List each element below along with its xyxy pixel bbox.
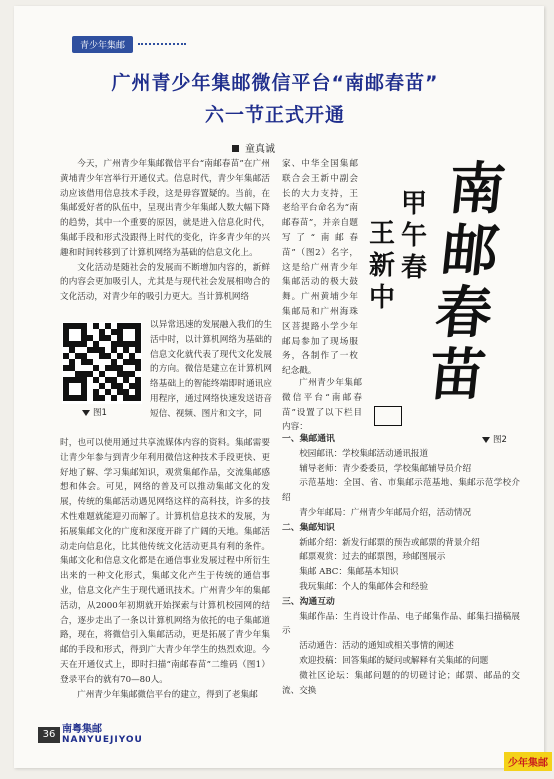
section-divider [138, 39, 186, 45]
section-1-item-4: 青少年邮局：广州青少年邮局介绍，活动情况 [299, 507, 472, 518]
paragraph-3: 广州青少年集邮微信平台的建立，得到了老集邮 [77, 689, 258, 700]
section-2-item-1: 新邮介绍：新发行邮票的预告或邮票的背景介绍 [299, 537, 480, 548]
article-title [60, 70, 490, 128]
byline [232, 140, 275, 155]
brand-english: NANYUEJIYOU [62, 735, 143, 745]
qr-code-image [62, 322, 142, 404]
footer-brand [62, 724, 143, 746]
section-tag: 青少年集邮 [72, 36, 133, 53]
paragraph-2-end: 时，也可以使用通过共享流媒体内容的资料。集邮需要让青少年参与到青少年利用微信这种技术手段更快、更好地了解、学习集邮知识，观赏集邮作品，交流集邮感想和体会。可见，网络的普及可以推动集邮文化的发展，传统的集邮活动遇见网络这样的高科技，许多的技术性难题就能迎刃而解了。计算机信息技术的发展，为拓展集邮文化的广度和深度开辟了广阔的天地。集邮活动走向信息化，比其他传统文化活动更具有利的条件。集邮文化和信息文化都是在通信事业发展过程中所衍生出来的一种文化形式，集邮文化产生于传统的通信事业，信息文化产生于现代通讯技术。广州青少年的集邮活动，从2000年初期就开始探索与计算机校园网的结合，逐步走出了一条以计算机网络为依托的电子集邮道路，现在，将微信引入集邮活动，更是拓展了青少年集邮的手段和形式，得到广大青少年学生的热烈欢迎。今天在开通仪式上，即时扫描“南邮春苗”二维码（图1）登录平台的就有70—80人。 [60, 438, 270, 685]
section-3-item-4: 微社区论坛：集邮问题的的切磋讨论；邮票、邮品的交流、交换 [282, 670, 520, 696]
section-3-item-1: 集邮作品：生肖设计作品、电子邮集作品、邮集扫描稿展示 [282, 611, 520, 637]
author-name: 童真诚 [245, 144, 275, 155]
section-2-item-3: 集邮 ABC：集邮基本知识 [299, 567, 399, 578]
right-column-sections [282, 432, 520, 698]
section-2-item-4: 我玩集邮：个人的集邮体会和经验 [299, 581, 429, 592]
section-heading-2: 二、集邮知识 [282, 522, 335, 533]
paragraph-right-1: 家、中华全国集邮联合会王新中副会长的大力支持，王老给平台命名为“南邮春苗”，并亲自题写了“南邮春苗”（图2）名字，这是给广州青少年集邮活动的极大鼓舞。广州黄埔少年集邮局和广州海珠区菩提路小学少年邮局参加了现场服务，各制作了一枚纪念戳。 [282, 159, 358, 377]
section-3-item-2: 活动通告：活动的通知或相关事情的阐述 [299, 641, 454, 652]
caption-arrow-icon [82, 410, 90, 416]
right-column-top [282, 157, 358, 379]
title-line-2: 六一节正式开通 [204, 104, 345, 126]
section-2-item-2: 邮票观赏：过去的邮票图，珍邮图展示 [299, 552, 446, 563]
section-1-item-2: 辅导老师：青少委委员，学校集邮辅导员介绍 [299, 463, 472, 474]
section-1-item-1: 校园邮讯：学校集邮活动通讯报道 [299, 448, 429, 459]
section-heading-3: 三、沟通互动 [282, 596, 335, 607]
right-column-mid [282, 376, 362, 435]
left-column-wrap [150, 318, 272, 422]
paragraph-1: 今天，广州青少年集邮微信平台“南邮春苗”在广州黄埔青少年宫举行开通仪式。信息时代，青少年集邮活动应该借用信息技术手段，这是毋容置疑的。当前，在集邮爱好者的队伍中，呈现出青少年集邮人数大幅下降的趋势，其中一个重要的原因，就是进入信息化时代，集邮手段和形式没跟得上时代的变化，许多青少年的兴趣和时间转移到了计算机网络为基础的信息文化上。 [60, 159, 270, 258]
calligraphy-signature: 王新中 [368, 219, 395, 313]
figure-1-caption: 图1 [82, 406, 107, 418]
seal-stamp-icon [374, 406, 402, 426]
section-1-item-3: 示范基地：全国、省、市集邮示范基地、集邮示范学校介绍 [282, 478, 520, 504]
paragraph-2-middle: 以异常迅速的发展融入我们的生活中时，以计算机网络为基础的信息文化就代表了现代文化发展的方向。微信是建立在计算机网络基础上的智能终端即时通讯应用程序，通过网络快速发送语音短信、视频、图片和文字，同 [150, 320, 272, 419]
section-3-item-3: 欢迎投稿：回答集邮的疑问或解释有关集邮的问题 [299, 655, 489, 666]
section-heading-1: 一、集邮通讯 [282, 434, 335, 444]
calligraphy-date: 甲午春 [400, 189, 427, 283]
calligraphy-figure [362, 158, 522, 428]
left-column-bottom [60, 436, 270, 702]
title-line-1: 广州青少年集邮微信平台“南邮春苗” [111, 72, 439, 94]
byline-square-icon [232, 145, 239, 152]
corner-label: 少年集邮 [504, 752, 552, 771]
brand-chinese: 南粤集邮 [62, 724, 102, 735]
calligraphy-main-text: 南邮春苗 [425, 156, 509, 408]
paragraph-right-2: 广州青少年集邮微信平台“南邮春苗”设置了以下栏目内容： [282, 378, 362, 433]
figure-2-caption: 图2 [482, 433, 507, 445]
left-column-top [60, 157, 270, 305]
paragraph-2-start: 文化活动是随社会的发展而不断增加内容的，新鲜的内容会更加吸引人，尤其是与现代社会发展相吻合的文化活动，对青少年的吸引力更大。当计算机网络 [60, 262, 270, 303]
page-number: 36 [38, 727, 60, 743]
